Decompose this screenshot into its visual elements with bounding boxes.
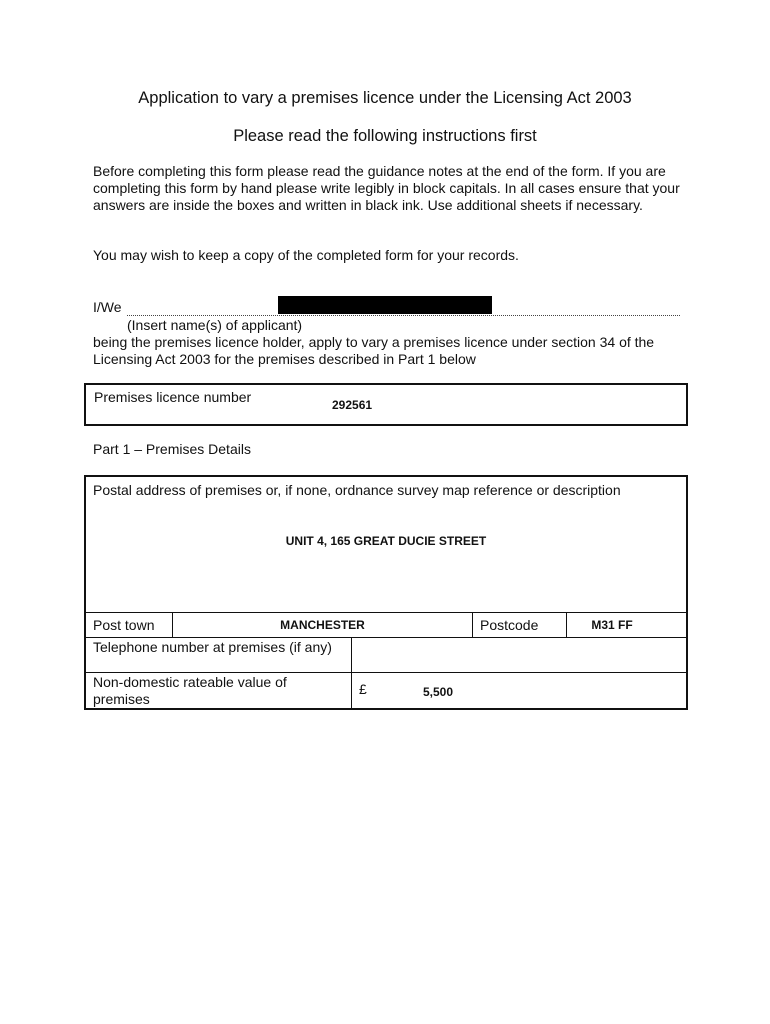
post-town-label: Post town: [93, 617, 155, 633]
applicant-name-line: [127, 315, 680, 316]
redacted-applicant-name: [278, 296, 492, 314]
part1-heading: Part 1 – Premises Details: [93, 441, 251, 457]
application-statement: being the premises licence holder, apply to vary a premises licence under section 34 of the Licensing Act 2003 for the premises described in Part 1 below: [93, 334, 655, 367]
form-title: Application to vary a premises licence under the Licensing Act 2003: [138, 89, 632, 107]
address-field[interactable]: UNIT 4, 165 GREAT DUCIE STREET: [285, 534, 487, 548]
rateable-value-label: Non-domestic rateable value of premises: [93, 674, 287, 707]
pound-sign: £: [359, 681, 367, 697]
instructions-paragraph: Before completing this form please read the guidance notes at the end of the form. If you are completing this form by hand please write legibly in block capitals. In all cases ensure that your answers are inside the boxes and written in black ink. Use additional sheets if necessary.: [93, 163, 680, 213]
post-town-field[interactable]: MANCHESTER: [280, 618, 365, 632]
row-divider: [86, 612, 686, 613]
applicant-name-hint: (Insert name(s) of applicant): [127, 317, 303, 333]
rateable-value-field[interactable]: 5,500: [423, 685, 454, 699]
applicant-label: I/We: [93, 299, 122, 315]
row-divider: [86, 672, 686, 673]
premises-details-table: [84, 475, 688, 710]
licence-number-field[interactable]: 292561: [332, 398, 373, 412]
telephone-label: Telephone number at premises (if any): [93, 639, 332, 655]
column-divider: [351, 637, 352, 708]
row-divider: [86, 637, 686, 638]
instructions-heading: Please read the following instructions first: [233, 127, 537, 145]
postcode-field[interactable]: M31 FF: [591, 618, 633, 632]
licence-number-box: [84, 383, 688, 426]
licence-number-label: Premises licence number: [94, 389, 252, 405]
address-label: Postal address of premises or, if none, ordnance survey map reference or description: [93, 482, 621, 498]
postcode-label: Postcode: [480, 617, 539, 633]
copy-note: You may wish to keep a copy of the completed form for your records.: [93, 247, 519, 263]
column-divider: [472, 612, 473, 637]
